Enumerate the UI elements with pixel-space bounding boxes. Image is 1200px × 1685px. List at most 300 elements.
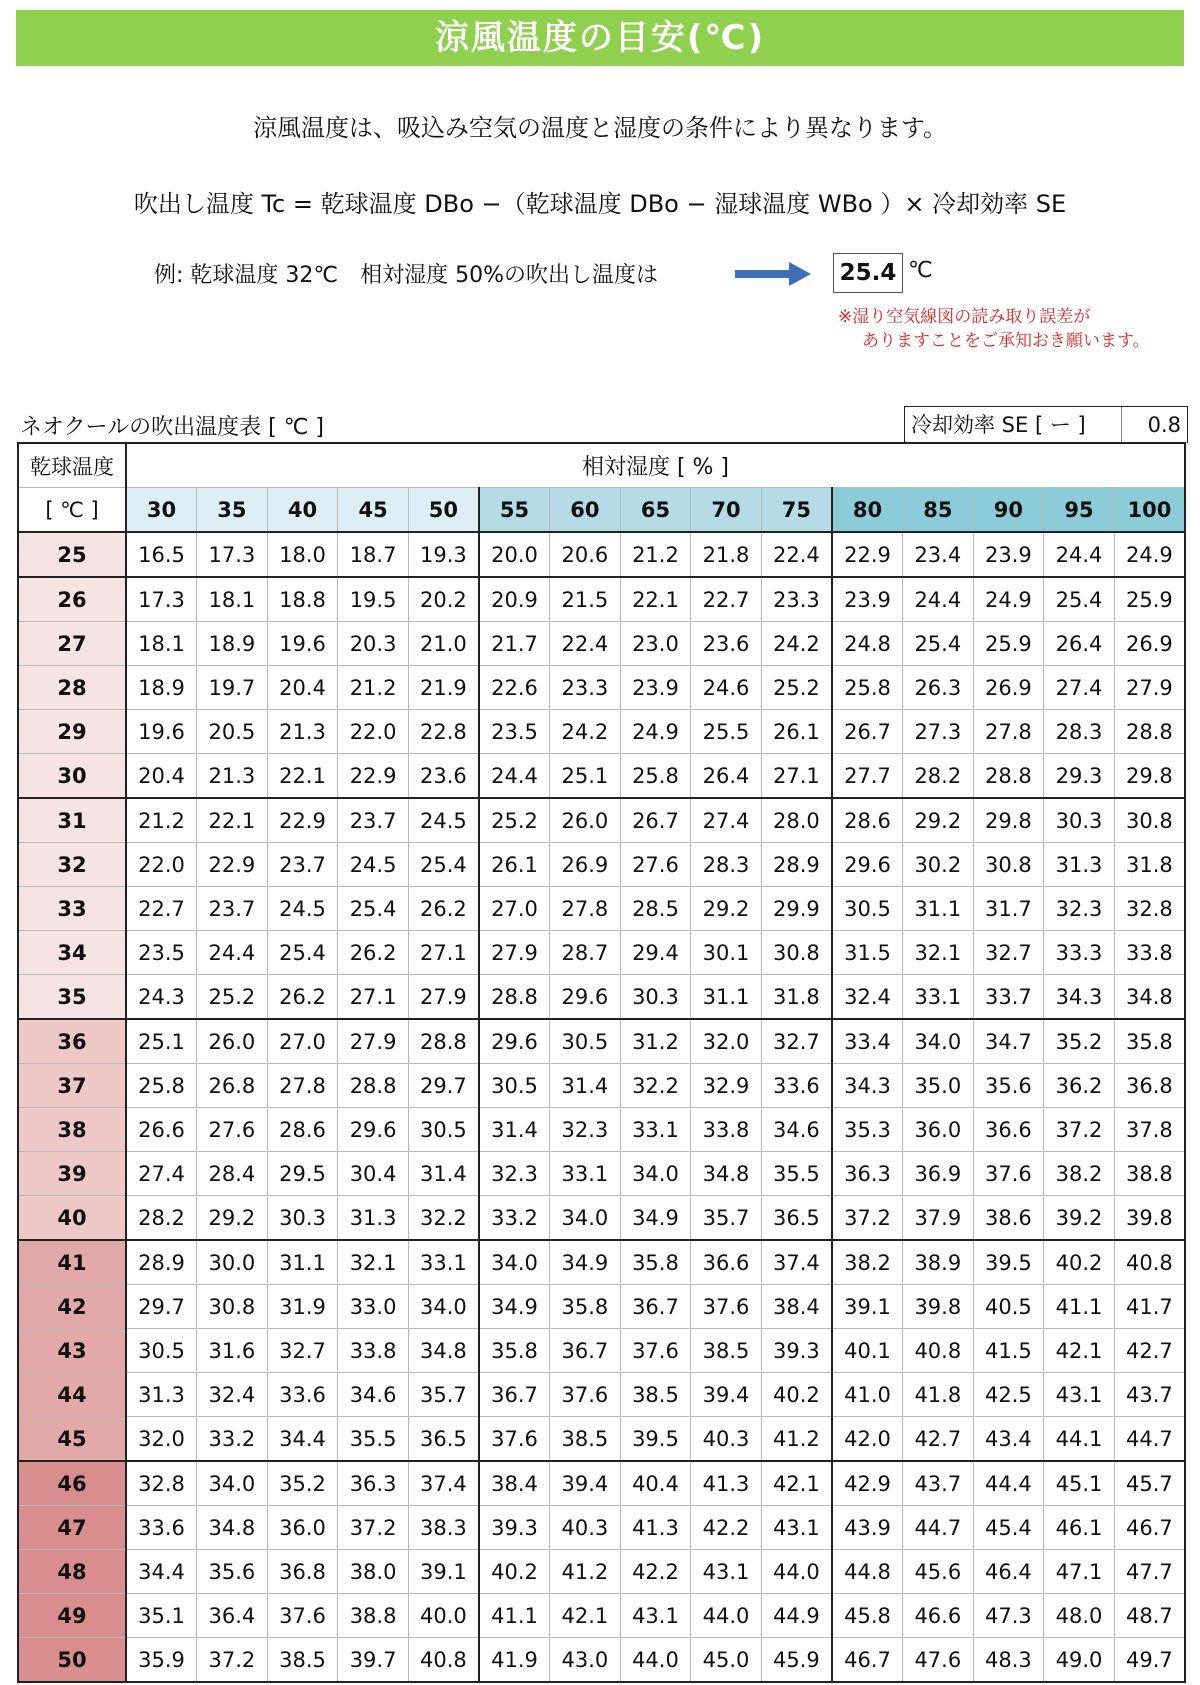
- temperature-cell: 22.0: [338, 710, 409, 754]
- accuracy-note: [838, 305, 1150, 353]
- temperature-cell: 22.9: [267, 798, 338, 843]
- temperature-cell: 36.9: [903, 1152, 974, 1196]
- temperature-cell: 45.7: [1114, 1461, 1185, 1506]
- temperature-cell: 23.5: [479, 710, 550, 754]
- temperature-cell: 36.5: [408, 1417, 479, 1462]
- temperature-cell: 33.4: [832, 1019, 903, 1064]
- temperature-cell: 41.3: [691, 1461, 762, 1506]
- temperature-cell: 33.6: [126, 1506, 197, 1550]
- temperature-cell: 18.8: [267, 577, 338, 622]
- temperature-cell: 30.5: [126, 1329, 197, 1373]
- temperature-cell: 43.7: [1114, 1373, 1185, 1417]
- temperature-cell: 42.7: [903, 1417, 974, 1462]
- temperature-cell: 33.8: [338, 1329, 409, 1373]
- temperature-cell: 31.8: [1114, 843, 1185, 887]
- temperature-cell: 40.5: [973, 1285, 1044, 1329]
- temperature-cell: 42.2: [691, 1506, 762, 1550]
- temperature-cell: 24.4: [1044, 532, 1115, 577]
- temperature-cell: 38.8: [338, 1594, 409, 1638]
- temperature-cell: 20.4: [267, 666, 338, 710]
- temperature-cell: 48.0: [1044, 1594, 1115, 1638]
- temperature-cell: 34.0: [479, 1240, 550, 1285]
- temperature-cell: 25.2: [761, 666, 832, 710]
- temperature-cell: 37.6: [691, 1285, 762, 1329]
- dry-bulb-cell: 47: [18, 1506, 126, 1550]
- temperature-cell: 32.3: [550, 1108, 621, 1152]
- temperature-cell: 16.5: [126, 532, 197, 577]
- dry-bulb-cell: 29: [18, 710, 126, 754]
- temperature-cell: 40.0: [408, 1594, 479, 1638]
- temperature-cell: 39.8: [1114, 1196, 1185, 1241]
- temperature-cell: 22.9: [832, 532, 903, 577]
- table-row: [18, 798, 1185, 843]
- temperature-cell: 31.2: [620, 1019, 691, 1064]
- temperature-cell: 38.2: [1044, 1152, 1115, 1196]
- temperature-cell: 27.9: [1114, 666, 1185, 710]
- right-arrow-icon: [735, 262, 811, 286]
- table-row: [18, 710, 1185, 754]
- temperature-cell: 18.9: [197, 622, 268, 666]
- temperature-cell: 31.4: [479, 1108, 550, 1152]
- temperature-cell: 32.1: [903, 931, 974, 975]
- temperature-cell: 36.8: [267, 1550, 338, 1594]
- temperature-cell: 41.1: [479, 1594, 550, 1638]
- cooling-efficiency-box: [904, 406, 1188, 443]
- dry-bulb-cell: 32: [18, 843, 126, 887]
- temperature-cell: 35.2: [1044, 1019, 1115, 1064]
- temperature-cell: 28.8: [338, 1064, 409, 1108]
- temperature-cell: 32.0: [126, 1417, 197, 1462]
- temperature-cell: 37.6: [479, 1417, 550, 1462]
- temperature-cell: 32.7: [761, 1019, 832, 1064]
- temperature-cell: 29.6: [550, 975, 621, 1020]
- temperature-cell: 36.0: [903, 1108, 974, 1152]
- temperature-cell: 23.7: [338, 798, 409, 843]
- temperature-cell: 20.4: [126, 754, 197, 799]
- temperature-cell: 31.4: [550, 1064, 621, 1108]
- temperature-cell: 33.2: [197, 1417, 268, 1462]
- dry-bulb-cell: 41: [18, 1240, 126, 1285]
- temperature-cell: 28.8: [1114, 710, 1185, 754]
- temperature-cell: 41.5: [973, 1329, 1044, 1373]
- temperature-cell: 23.7: [197, 887, 268, 931]
- temperature-cell: 24.4: [197, 931, 268, 975]
- temperature-cell: 31.5: [832, 931, 903, 975]
- temperature-cell: 42.1: [1044, 1329, 1115, 1373]
- temperature-cell: 33.8: [691, 1108, 762, 1152]
- temperature-cell: 18.9: [126, 666, 197, 710]
- temperature-cell: 38.3: [408, 1506, 479, 1550]
- temperature-cell: 36.3: [832, 1152, 903, 1196]
- temperature-cell: 40.2: [1044, 1240, 1115, 1285]
- temperature-cell: 23.4: [903, 532, 974, 577]
- temperature-cell: 29.5: [267, 1152, 338, 1196]
- dry-bulb-cell: 36: [18, 1019, 126, 1064]
- temperature-cell: 35.3: [832, 1108, 903, 1152]
- temperature-cell: 32.2: [620, 1064, 691, 1108]
- temperature-cell: 21.7: [479, 622, 550, 666]
- temperature-cell: 33.8: [1114, 931, 1185, 975]
- temperature-cell: 24.6: [691, 666, 762, 710]
- temperature-cell: 26.9: [550, 843, 621, 887]
- temperature-cell: 44.0: [761, 1550, 832, 1594]
- temperature-cell: 35.2: [267, 1461, 338, 1506]
- table-row: [18, 1108, 1185, 1152]
- temperature-cell: 48.7: [1114, 1594, 1185, 1638]
- temperature-cell: 31.8: [761, 975, 832, 1020]
- temperature-cell: 29.2: [903, 798, 974, 843]
- temperature-cell: 35.5: [761, 1152, 832, 1196]
- temperature-cell: 27.8: [267, 1064, 338, 1108]
- dry-bulb-cell: 49: [18, 1594, 126, 1638]
- temperature-cell: 22.0: [126, 843, 197, 887]
- temperature-cell: 30.8: [197, 1285, 268, 1329]
- temperature-cell: 46.6: [903, 1594, 974, 1638]
- dry-bulb-cell: 31: [18, 798, 126, 843]
- temperature-cell: 30.5: [550, 1019, 621, 1064]
- temperature-cell: 46.7: [832, 1638, 903, 1683]
- temperature-cell: 28.8: [479, 975, 550, 1020]
- temperature-cell: 40.3: [550, 1506, 621, 1550]
- temperature-cell: 45.9: [761, 1638, 832, 1683]
- temperature-cell: 38.5: [691, 1329, 762, 1373]
- temperature-cell: 29.6: [479, 1019, 550, 1064]
- temperature-cell: 38.9: [903, 1240, 974, 1285]
- temperature-cell: 21.3: [267, 710, 338, 754]
- temperature-cell: 39.1: [832, 1285, 903, 1329]
- accuracy-note-line1: ※湿り空気線図の読み取り誤差が: [838, 307, 1091, 327]
- temperature-cell: 45.1: [1044, 1461, 1115, 1506]
- temperature-cell: 41.2: [761, 1417, 832, 1462]
- temperature-cell: 32.3: [1044, 887, 1115, 931]
- temperature-cell: 39.5: [620, 1417, 691, 1462]
- temperature-cell: 35.6: [973, 1064, 1044, 1108]
- temperature-cell: 31.1: [903, 887, 974, 931]
- temperature-cell: 36.7: [620, 1285, 691, 1329]
- table-row: [18, 1196, 1185, 1241]
- temperature-cell: 30.8: [761, 931, 832, 975]
- table-row: [18, 666, 1185, 710]
- table-row: [18, 1417, 1185, 1462]
- temperature-cell: 29.9: [761, 887, 832, 931]
- temperature-cell: 31.3: [126, 1373, 197, 1417]
- temperature-cell: 47.1: [1044, 1550, 1115, 1594]
- temperature-cell: 32.0: [691, 1019, 762, 1064]
- temperature-cell: 24.8: [832, 622, 903, 666]
- table-row: [18, 843, 1185, 887]
- temperature-cell: 27.0: [479, 887, 550, 931]
- temperature-cell: 27.6: [620, 843, 691, 887]
- relative-humidity-header: 相対湿度 [ % ]: [126, 443, 1185, 488]
- temperature-cell: 22.8: [408, 710, 479, 754]
- temperature-cell: 21.2: [338, 666, 409, 710]
- temperature-cell: 34.7: [973, 1019, 1044, 1064]
- temperature-cell: 36.4: [197, 1594, 268, 1638]
- temperature-cell: 35.7: [691, 1196, 762, 1241]
- temperature-cell: 25.4: [408, 843, 479, 887]
- temperature-cell: 23.9: [620, 666, 691, 710]
- temperature-cell: 31.7: [973, 887, 1044, 931]
- temperature-cell: 43.1: [620, 1594, 691, 1638]
- temperature-cell: 28.8: [973, 754, 1044, 799]
- temperature-cell: 37.6: [267, 1594, 338, 1638]
- temperature-cell: 28.4: [197, 1152, 268, 1196]
- temperature-cell: 42.2: [620, 1550, 691, 1594]
- temperature-cell: 31.3: [1044, 843, 1115, 887]
- temperature-cell: 33.0: [338, 1285, 409, 1329]
- temperature-cell: 32.7: [973, 931, 1044, 975]
- temperature-cell: 43.4: [973, 1417, 1044, 1462]
- temperature-cell: 42.1: [761, 1461, 832, 1506]
- table-row: [18, 1064, 1185, 1108]
- temperature-cell: 43.1: [691, 1550, 762, 1594]
- temperature-cell: 19.5: [338, 577, 409, 622]
- temperature-cell: 44.0: [620, 1638, 691, 1683]
- temperature-cell: 22.6: [479, 666, 550, 710]
- temperature-cell: 22.1: [267, 754, 338, 799]
- temperature-cell: 25.8: [832, 666, 903, 710]
- temperature-cell: 17.3: [126, 577, 197, 622]
- temperature-cell: 20.5: [197, 710, 268, 754]
- temperature-cell: 34.8: [408, 1329, 479, 1373]
- temperature-cell: 41.8: [903, 1373, 974, 1417]
- temperature-cell: 29.2: [691, 887, 762, 931]
- temperature-cell: 31.1: [267, 1240, 338, 1285]
- table-title: ネオクールの吹出温度表 [ ℃ ]: [20, 415, 324, 440]
- temperature-cell: 25.8: [126, 1064, 197, 1108]
- temperature-cell: 24.5: [338, 843, 409, 887]
- temperature-cell: 33.6: [761, 1064, 832, 1108]
- temperature-cell: 23.9: [973, 532, 1044, 577]
- temperature-cell: 25.4: [903, 622, 974, 666]
- temperature-cell: 39.2: [1044, 1196, 1115, 1241]
- temperature-cell: 39.5: [973, 1240, 1044, 1285]
- dry-bulb-cell: 26: [18, 577, 126, 622]
- temperature-cell: 39.8: [903, 1285, 974, 1329]
- temperature-cell: 30.3: [1044, 798, 1115, 843]
- temperature-cell: 41.3: [620, 1506, 691, 1550]
- dry-bulb-cell: 40: [18, 1196, 126, 1241]
- temperature-cell: 29.4: [620, 931, 691, 975]
- temperature-cell: 34.4: [267, 1417, 338, 1462]
- temperature-cell: 23.3: [761, 577, 832, 622]
- temperature-cell: 35.8: [620, 1240, 691, 1285]
- temperature-cell: 36.6: [691, 1240, 762, 1285]
- temperature-cell: 34.6: [761, 1108, 832, 1152]
- temperature-cell: 26.9: [973, 666, 1044, 710]
- temperature-cell: 34.0: [903, 1019, 974, 1064]
- temperature-cell: 33.1: [620, 1108, 691, 1152]
- dry-bulb-cell: 46: [18, 1461, 126, 1506]
- temperature-cell: 21.2: [126, 798, 197, 843]
- temperature-cell: 44.7: [903, 1506, 974, 1550]
- temperature-cell: 40.8: [408, 1638, 479, 1683]
- temperature-cell: 25.2: [479, 798, 550, 843]
- table-row: [18, 1638, 1185, 1683]
- temperature-cell: 35.7: [408, 1373, 479, 1417]
- temperature-cell: 28.2: [126, 1196, 197, 1241]
- temperature-cell: 18.1: [126, 622, 197, 666]
- temperature-cell: 21.2: [620, 532, 691, 577]
- temperature-cell: 28.7: [550, 931, 621, 975]
- temperature-cell: 26.7: [620, 798, 691, 843]
- cooling-efficiency-value: 0.8: [1147, 413, 1181, 437]
- temperature-cell: 29.6: [832, 843, 903, 887]
- temperature-cell: 34.8: [691, 1152, 762, 1196]
- temperature-cell: 25.2: [197, 975, 268, 1020]
- humidity-header-cell: 80: [832, 488, 903, 533]
- temperature-cell: 37.8: [1114, 1108, 1185, 1152]
- temperature-cell: 33.1: [550, 1152, 621, 1196]
- temperature-cell: 28.9: [126, 1240, 197, 1285]
- temperature-cell: 21.3: [197, 754, 268, 799]
- temperature-cell: 47.6: [903, 1638, 974, 1683]
- temperature-cell: 20.0: [479, 532, 550, 577]
- dry-bulb-cell: 44: [18, 1373, 126, 1417]
- humidity-header-cell: 55: [479, 488, 550, 533]
- temperature-cell: 26.2: [408, 887, 479, 931]
- formula-text: 吹出し温度 Tc = 乾球温度 DBo −（乾球温度 DBo − 湿球温度 WBo ）× 冷却効率 SE: [133, 190, 1067, 218]
- dry-bulb-cell: 42: [18, 1285, 126, 1329]
- temperature-cell: 24.3: [126, 975, 197, 1020]
- temperature-cell: 23.9: [832, 577, 903, 622]
- temperature-cell: 44.4: [973, 1461, 1044, 1506]
- table-row: [18, 1285, 1185, 1329]
- table-row: [18, 887, 1185, 931]
- temperature-cell: 45.4: [973, 1506, 1044, 1550]
- temperature-cell: 22.9: [338, 754, 409, 799]
- temperature-cell: 30.8: [1114, 798, 1185, 843]
- temperature-cell: 37.2: [197, 1638, 268, 1683]
- temperature-cell: 30.8: [973, 843, 1044, 887]
- temperature-cell: 36.6: [973, 1108, 1044, 1152]
- table-row: [18, 1240, 1185, 1285]
- temperature-cell: 35.8: [1114, 1019, 1185, 1064]
- humidity-header-cell: 35: [197, 488, 268, 533]
- temperature-cell: 19.6: [126, 710, 197, 754]
- dry-bulb-cell: 27: [18, 622, 126, 666]
- temperature-cell: 26.8: [197, 1064, 268, 1108]
- temperature-cell: 26.0: [197, 1019, 268, 1064]
- humidity-header-cell: 90: [973, 488, 1044, 533]
- temperature-cell: 47.3: [973, 1594, 1044, 1638]
- temperature-cell: 34.6: [338, 1373, 409, 1417]
- temperature-cell: 38.4: [479, 1461, 550, 1506]
- temperature-cell: 43.1: [1044, 1373, 1115, 1417]
- cooling-efficiency-label: 冷却効率 SE [ ー ]: [905, 407, 1122, 443]
- table-row: [18, 1506, 1185, 1550]
- temperature-cell: 24.9: [973, 577, 1044, 622]
- temperature-cell: 39.3: [479, 1506, 550, 1550]
- temperature-cell: 36.8: [1114, 1064, 1185, 1108]
- temperature-cell: 23.3: [550, 666, 621, 710]
- temperature-cell: 30.5: [479, 1064, 550, 1108]
- temperature-cell: 26.4: [1044, 622, 1115, 666]
- outlet-temperature-table: [17, 442, 1186, 1683]
- temperature-cell: 34.9: [620, 1196, 691, 1241]
- temperature-cell: 42.1: [550, 1594, 621, 1638]
- temperature-cell: 40.2: [479, 1550, 550, 1594]
- temperature-cell: 37.6: [550, 1373, 621, 1417]
- temperature-cell: 35.8: [550, 1285, 621, 1329]
- table-row: [18, 1461, 1185, 1506]
- humidity-header-cell: 50: [408, 488, 479, 533]
- table-row: [18, 622, 1185, 666]
- temperature-cell: 36.7: [550, 1329, 621, 1373]
- dry-bulb-cell: 35: [18, 975, 126, 1020]
- temperature-cell: 22.7: [126, 887, 197, 931]
- temperature-cell: 35.6: [197, 1550, 268, 1594]
- temperature-cell: 29.8: [973, 798, 1044, 843]
- temperature-cell: 36.7: [479, 1373, 550, 1417]
- temperature-cell: 38.0: [338, 1550, 409, 1594]
- temperature-cell: 30.5: [832, 887, 903, 931]
- temperature-cell: 27.9: [338, 1019, 409, 1064]
- temperature-cell: 34.0: [197, 1461, 268, 1506]
- temperature-cell: 26.9: [1114, 622, 1185, 666]
- temperature-cell: 27.1: [408, 931, 479, 975]
- temperature-cell: 35.8: [479, 1329, 550, 1373]
- temperature-cell: 20.9: [479, 577, 550, 622]
- temperature-cell: 31.1: [691, 975, 762, 1020]
- temperature-cell: 38.5: [620, 1373, 691, 1417]
- temperature-cell: 43.7: [903, 1461, 974, 1506]
- temperature-cell: 30.2: [903, 843, 974, 887]
- temperature-cell: 24.2: [761, 622, 832, 666]
- dry-bulb-cell: 28: [18, 666, 126, 710]
- temperature-cell: 28.6: [267, 1108, 338, 1152]
- table-row: [18, 754, 1185, 799]
- temperature-cell: 25.9: [1114, 577, 1185, 622]
- temperature-cell: 23.6: [408, 754, 479, 799]
- temperature-cell: 42.5: [973, 1373, 1044, 1417]
- temperature-cell: 31.3: [338, 1196, 409, 1241]
- temperature-cell: 27.3: [903, 710, 974, 754]
- temperature-cell: 37.2: [832, 1196, 903, 1241]
- dry-bulb-header-top: 乾球温度: [18, 443, 126, 488]
- humidity-header-cell: 100: [1114, 488, 1185, 533]
- temperature-cell: 27.9: [408, 975, 479, 1020]
- temperature-cell: 39.7: [338, 1638, 409, 1683]
- dry-bulb-cell: 38: [18, 1108, 126, 1152]
- table-row: [18, 975, 1185, 1020]
- table-row: [18, 577, 1185, 622]
- humidity-header-cell: 65: [620, 488, 691, 533]
- temperature-cell: 33.1: [903, 975, 974, 1020]
- temperature-cell: 27.4: [1044, 666, 1115, 710]
- temperature-cell: 32.8: [1114, 887, 1185, 931]
- temperature-cell: 49.0: [1044, 1638, 1115, 1683]
- temperature-cell: 34.3: [832, 1064, 903, 1108]
- dry-bulb-cell: 30: [18, 754, 126, 799]
- temperature-cell: 31.9: [267, 1285, 338, 1329]
- temperature-cell: 27.9: [479, 931, 550, 975]
- temperature-cell: 34.0: [408, 1285, 479, 1329]
- humidity-header-cell: 75: [761, 488, 832, 533]
- temperature-cell: 22.4: [761, 532, 832, 577]
- temperature-cell: 30.3: [620, 975, 691, 1020]
- temperature-cell: 37.2: [1044, 1108, 1115, 1152]
- temperature-cell: 29.6: [338, 1108, 409, 1152]
- humidity-header-cell: 45: [338, 488, 409, 533]
- dry-bulb-cell: 43: [18, 1329, 126, 1373]
- table-row: [18, 1373, 1185, 1417]
- temperature-cell: 22.7: [691, 577, 762, 622]
- temperature-cell: 19.3: [408, 532, 479, 577]
- table-row: [18, 1550, 1185, 1594]
- temperature-cell: 35.5: [338, 1417, 409, 1462]
- temperature-cell: 18.0: [267, 532, 338, 577]
